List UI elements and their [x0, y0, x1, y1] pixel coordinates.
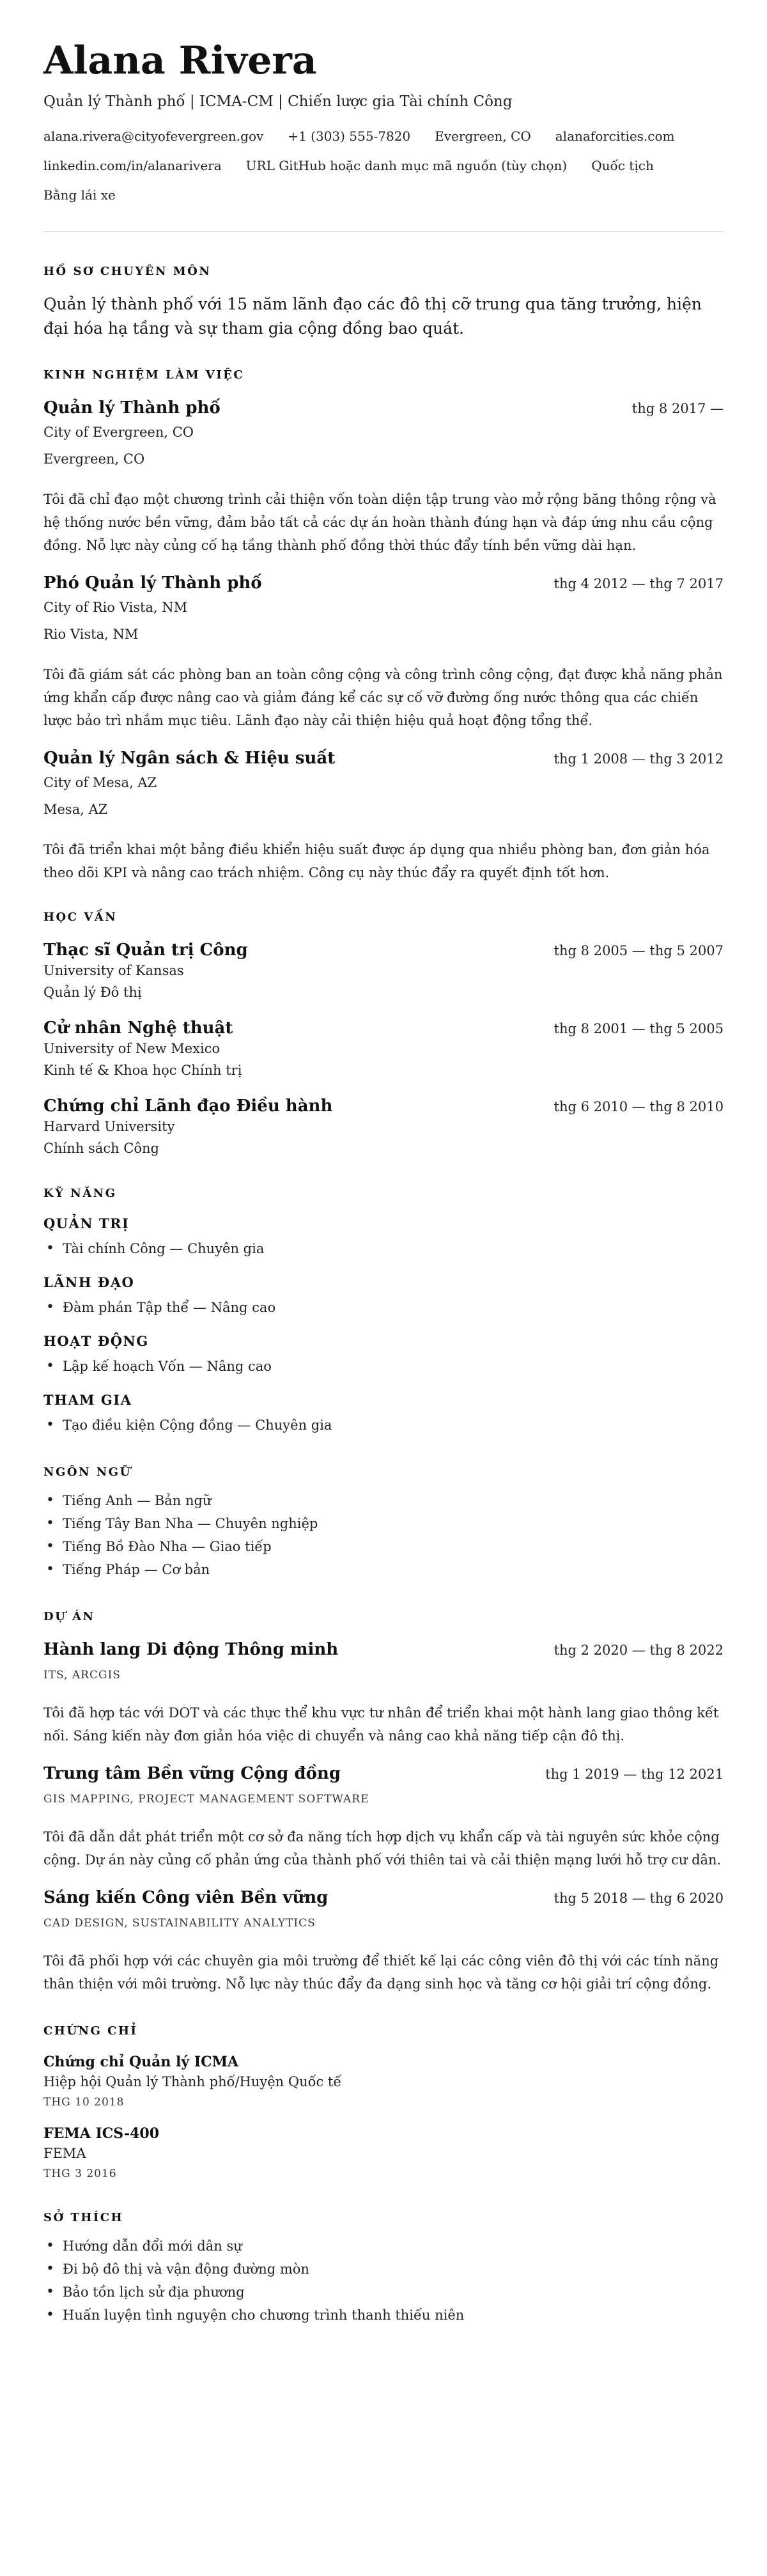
project-name: Hành lang Di động Thông minh [43, 1640, 339, 1659]
job-title: Phó Quản lý Thành phố [43, 574, 262, 593]
summary-text: Quản lý thành phố với 15 năm lãnh đạo các đô thị cỡ trung qua tăng trưởng, hiện đại hóa hạ tầng và sự tham gia cộng đồng bao quát. [43, 295, 702, 338]
contact-driving-license: Bằng lái xe [43, 187, 116, 203]
project-description: Tôi đã hợp tác với DOT và các thực thể khu vực tư nhân để triển khai một hành lang giao thông kết nối. Sáng kiến này đơn giản hóa việc di chuyển và nâng cao khả năng tiếp cận đô thị. [43, 1705, 719, 1744]
certification-issuer: FEMA [43, 2146, 86, 2161]
skill-category: HOẠT ĐỘNG [43, 1333, 149, 1349]
projects-section [43, 1609, 724, 1995]
project-tech: ITS, ARCGIS [43, 1669, 121, 1682]
language-item: • Tiếng Pháp — Cơ bản [43, 1558, 724, 1581]
degree-title: Thạc sĩ Quản trị Công [43, 941, 248, 960]
job-dates: thg 4 2012 — thg 7 2017 [554, 576, 724, 591]
language-list [43, 1489, 724, 1581]
certification-date: THG 3 2016 [43, 2167, 117, 2180]
degree-dates: thg 8 2001 — thg 5 2005 [554, 1021, 724, 1036]
education-section [43, 910, 724, 1158]
skill-group [43, 1332, 724, 1378]
project-dates: thg 5 2018 — thg 6 2020 [554, 1891, 724, 1906]
degree-field: Chính sách Công [43, 1141, 159, 1156]
certification-name: FEMA ICS-400 [43, 2125, 160, 2142]
project-description: Tôi đã dẫn dắt phát triển một cơ sở đa năng tích hợp dịch vụ khẩn cấp và tài nguyên sức khỏe cộng cộng. Dự án này củng cố phản ứng của thành phố với thiên tai và cải thiện mạng lưới hỗ trợ cư dân. [43, 1829, 722, 1868]
skill-category: THAM GIA [43, 1392, 132, 1408]
certification-entry [43, 2052, 724, 2111]
degree-dates: thg 6 2010 — thg 8 2010 [554, 1099, 724, 1114]
skills-section [43, 1186, 724, 1437]
degree-field: Quản lý Đô thị [43, 985, 142, 1000]
contact-list [43, 127, 724, 215]
interest-item: • Đi bộ đô thị và vận động đường mòn [43, 2258, 724, 2281]
skill-list [43, 1355, 724, 1378]
project-dates: thg 1 2019 — thg 12 2021 [545, 1767, 724, 1782]
project-entry [43, 1887, 724, 1995]
skill-item: • Đàm phán Tập thể — Nâng cao [43, 1296, 724, 1319]
interest-list [43, 2235, 724, 2327]
language-item: • Tiếng Tây Ban Nha — Chuyên nghiệp [43, 1512, 724, 1535]
job-location: Rio Vista, NM [43, 627, 139, 642]
job-organization: City of Evergreen, CO [43, 425, 194, 440]
job-title: Quản lý Thành phố [43, 398, 221, 418]
education-entry [43, 1095, 724, 1158]
summary-heading: HỒ SƠ CHUYÊN MÔN [43, 265, 212, 278]
project-name: Trung tâm Bền vững Cộng đồng [43, 1764, 341, 1783]
experience-entry [43, 747, 724, 884]
job-title: Quản lý Ngân sách & Hiệu suất [43, 749, 336, 768]
contact-github[interactable]: URL GitHub hoặc danh mục mã nguồn (tùy chọn) [245, 158, 568, 173]
contact-website[interactable]: alanaforcities.com [555, 129, 675, 144]
certifications-heading: CHỨNG CHỈ [43, 2024, 138, 2038]
languages-heading: NGÔN NGỮ [43, 1465, 132, 1479]
candidate-name: Alana Rivera [43, 38, 317, 83]
certification-entry [43, 2123, 724, 2182]
education-entry [43, 939, 724, 1002]
job-location: Mesa, AZ [43, 802, 108, 817]
candidate-subtitle: Quản lý Thành phố | ICMA-CM | Chiến lược gia Tài chính Công [43, 93, 513, 110]
experience-heading: KINH NGHIỆM LÀM VIỆC [43, 368, 245, 382]
interest-item: • Hướng dẫn đổi mới dân sự [43, 2235, 724, 2258]
certification-issuer: Hiệp hội Quản lý Thành phố/Huyện Quốc tế [43, 2074, 342, 2089]
certification-name: Chứng chỉ Quản lý ICMA [43, 2054, 239, 2070]
skill-item: • Tạo điều kiện Cộng đồng — Chuyên gia [43, 1414, 724, 1437]
skill-group [43, 1214, 724, 1260]
interest-item: • Bảo tồn lịch sử địa phương [43, 2281, 724, 2304]
interest-item: • Huấn luyện tình nguyện cho chương trình thanh thiếu niên [43, 2304, 724, 2327]
degree-title: Cử nhân Nghệ thuật [43, 1019, 233, 1038]
project-entry [43, 1639, 724, 1747]
experience-entry [43, 397, 724, 557]
project-entry [43, 1763, 724, 1871]
degree-field: Kinh tế & Khoa học Chính trị [43, 1063, 242, 1078]
degree-title: Chứng chỉ Lãnh đạo Điều hành [43, 1097, 333, 1116]
project-tech: GIS MAPPING, PROJECT MANAGEMENT SOFTWARE [43, 1793, 369, 1806]
job-dates: thg 8 2017 — [631, 401, 724, 416]
contact-phone[interactable]: +1 (303) 555-7820 [288, 129, 411, 144]
contact-linkedin[interactable]: linkedin.com/in/alanarivera [43, 158, 222, 173]
education-heading: HỌC VẤN [43, 910, 118, 924]
skill-category: LÃNH ĐẠO [43, 1274, 135, 1290]
skill-category: QUẢN TRỊ [43, 1215, 130, 1231]
project-description: Tôi đã phối hợp với các chuyên gia môi trường để thiết kế lại các công viên đô thị với các tính năng thân thiện với môi trường. Nỗ lực này thúc đẩy đa dạng sinh học và tăng cơ hội giải trí cộng đồng. [43, 1953, 719, 1992]
interests-heading: SỞ THÍCH [43, 2211, 124, 2224]
project-name: Sáng kiến Công viên Bền vững [43, 1888, 329, 1907]
skill-list [43, 1296, 724, 1319]
education-entry [43, 1017, 724, 1080]
job-location: Evergreen, CO [43, 451, 145, 467]
skill-list [43, 1414, 724, 1437]
job-dates: thg 1 2008 — thg 3 2012 [554, 751, 724, 767]
project-tech: CAD DESIGN, SUSTAINABILITY ANALYTICS [43, 1917, 316, 1930]
project-dates: thg 2 2020 — thg 8 2022 [554, 1643, 724, 1658]
job-description: Tôi đã giám sát các phòng ban an toàn công cộng và công trình công cộng, đạt được khả năng phản ứng khẩn cấp được nâng cao và giảm đáng kể các sự cố vỡ đường ống nước thông qua các chiến lược bảo trì nhắm mục tiêu. Lãnh đạo này cải thiện hiệu quả hoạt động tổng thể. [43, 667, 723, 728]
job-description: Tôi đã triển khai một bảng điều khiển hiệu suất được áp dụng qua nhiều phòng ban, đơn giản hóa theo dõi KPI và nâng cao trách nhiệm. Công cụ này thúc đẩy ra quyết định tốt hơn. [43, 842, 710, 880]
language-item: • Tiếng Anh — Bản ngữ [43, 1489, 724, 1512]
skill-group [43, 1273, 724, 1319]
certifications-section [43, 2024, 724, 2182]
experience-entry [43, 572, 724, 732]
certification-date: THG 10 2018 [43, 2096, 125, 2109]
skill-group [43, 1391, 724, 1437]
language-item: • Tiếng Bồ Đào Nha — Giao tiếp [43, 1535, 724, 1558]
job-description: Tôi đã chỉ đạo một chương trình cải thiện vốn toàn diện tập trung vào mở rộng băng thông rộng và hệ thống nước bền vững, đảm bảo tất cả các dự án hoàn thành đúng hạn và đáp ứng nhu cầu cộng đồng. Nỗ lực này củng cố hạ tầng thành phố đồng thời thúc đẩy tính bền vững dài hạn. [43, 492, 717, 553]
degree-dates: thg 8 2005 — thg 5 2007 [554, 943, 724, 958]
experience-section [43, 368, 724, 884]
school-name: University of New Mexico [43, 1041, 221, 1056]
skill-list [43, 1237, 724, 1260]
languages-section [43, 1465, 724, 1581]
projects-heading: DỰ ÁN [43, 1610, 95, 1623]
school-name: University of Kansas [43, 963, 184, 978]
school-name: Harvard University [43, 1119, 175, 1134]
skill-item: • Tài chính Công — Chuyên gia [43, 1237, 724, 1260]
contact-location: Evergreen, CO [435, 129, 531, 144]
job-organization: City of Mesa, AZ [43, 775, 157, 790]
interests-section [43, 2210, 724, 2327]
job-organization: City of Rio Vista, NM [43, 600, 188, 615]
skills-heading: KỸ NĂNG [43, 1187, 117, 1200]
skill-item: • Lập kế hoạch Vốn — Nâng cao [43, 1355, 724, 1378]
header-divider [43, 231, 724, 232]
contact-nationality: Quốc tịch [591, 158, 654, 173]
resume-header [43, 38, 724, 232]
contact-email[interactable]: alana.rivera@cityofevergreen.gov [43, 129, 264, 144]
summary-section [43, 264, 724, 341]
